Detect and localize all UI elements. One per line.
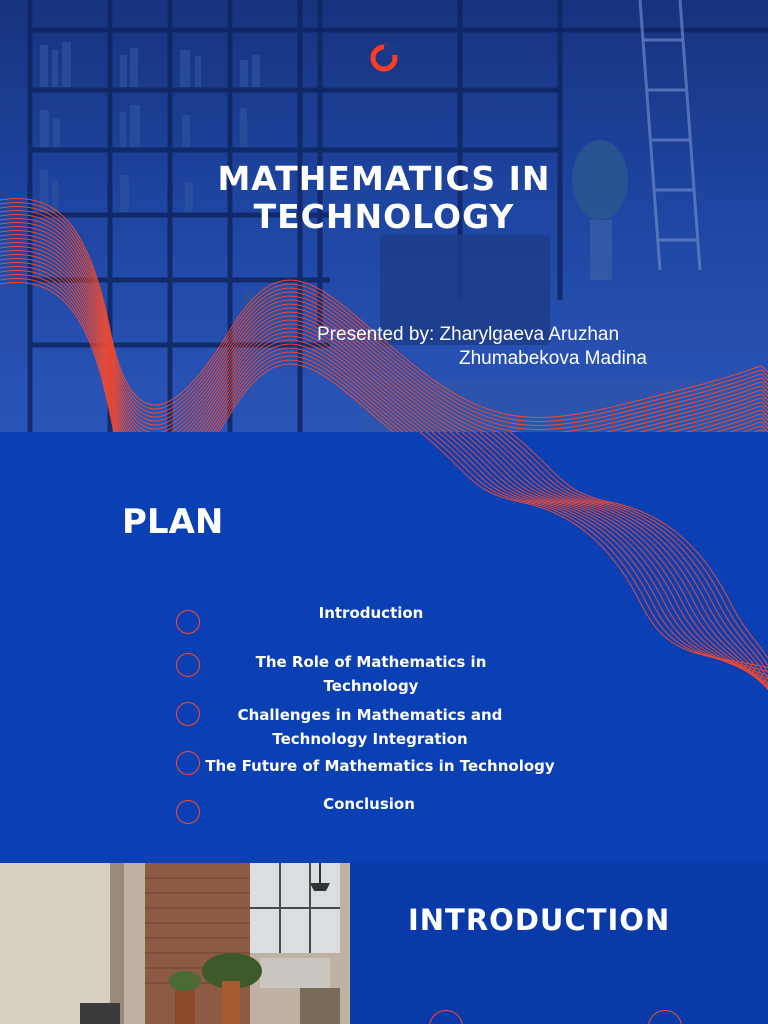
room-photo (0, 863, 350, 1024)
wave-line (486, 432, 768, 738)
presentation-title (0, 160, 768, 236)
wave-line (474, 432, 768, 726)
sparkle-icon (429, 1010, 463, 1024)
brand-logo-icon (369, 43, 399, 73)
plan-item-text: Challenges in Mathematics and (237, 706, 503, 724)
plan-item-text: Introduction (318, 604, 424, 622)
wave-line (468, 432, 768, 720)
introduction-heading: INTRODUCTION (408, 903, 671, 937)
presenter-line-2: Zhumabekova Madina (459, 348, 647, 369)
plan-slide (0, 432, 768, 863)
wave-line (426, 432, 768, 678)
wave-line (510, 432, 768, 762)
wave-line (492, 432, 768, 744)
introduction-slide (0, 863, 768, 1024)
plan-item-text: Technology (323, 677, 419, 695)
plan-item-role (231, 650, 511, 698)
presenter-line-1: Presented by: Zharylgaeva Aruzhan (317, 324, 620, 345)
book-icon (648, 1010, 682, 1024)
plan-bullet-icon (176, 751, 200, 775)
title-slide (0, 0, 768, 432)
plan-bullet-icon (176, 653, 200, 677)
title-line-2: TECHNOLOGY (253, 197, 515, 236)
plan-item-text: Conclusion (323, 795, 415, 813)
plan-heading: PLAN (122, 502, 224, 542)
plan-item-conclusion (269, 792, 469, 816)
plan-bullet-icon (176, 800, 200, 824)
title-line-1: MATHEMATICS IN (217, 159, 551, 198)
plan-item-future (205, 754, 555, 778)
plan-item-text: The Future of Mathematics in Technology (205, 757, 555, 775)
plan-item-challenges (220, 703, 520, 751)
wave-line (432, 432, 768, 684)
plan-bullet-icon (176, 610, 200, 634)
plan-item-text: The Role of Mathematics in (255, 653, 487, 671)
plan-item-introduction (271, 601, 471, 625)
plan-item-text: Technology Integration (272, 730, 468, 748)
plan-bullet-icon (176, 702, 200, 726)
